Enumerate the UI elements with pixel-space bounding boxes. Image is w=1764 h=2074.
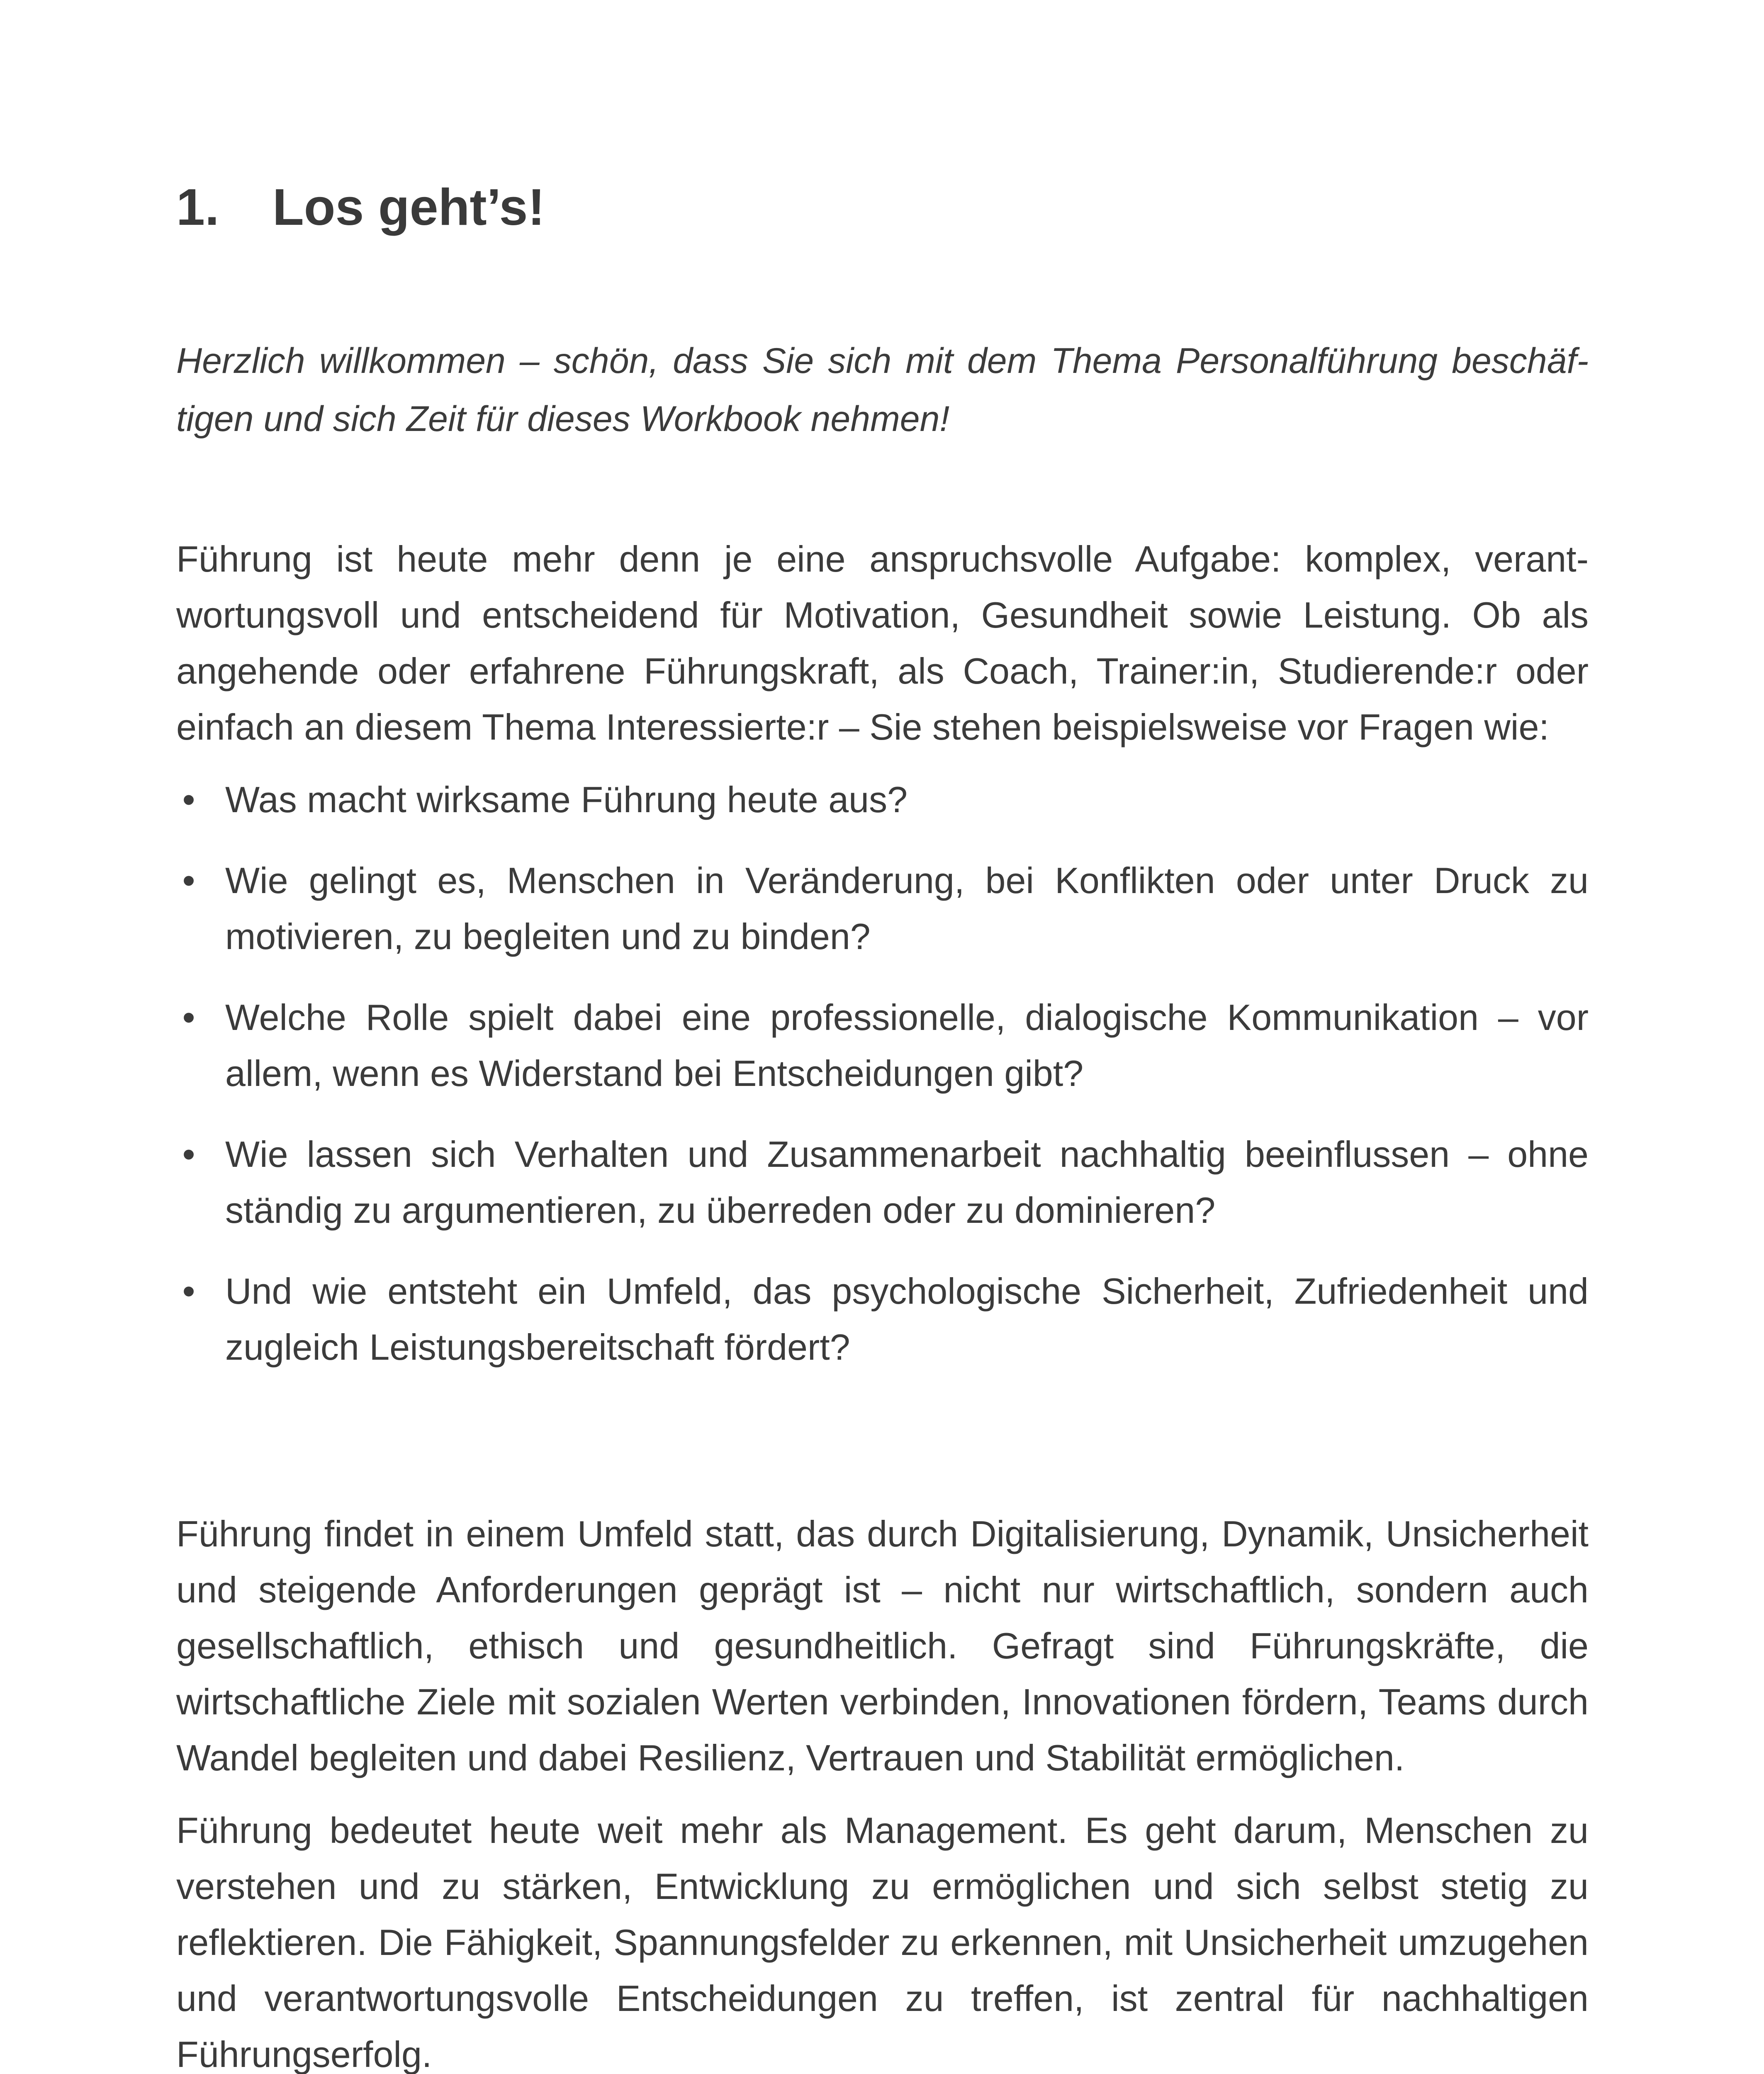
bullet-icon: • — [182, 1271, 195, 1312]
intro-text: Herzlich willkommen – schön, dass Sie sich mit dem Thema Personalführung beschäftigen und sich Zeit für dieses Workbook nehmen! — [176, 341, 1589, 439]
list-item-text: Welche Rolle spielt dabei eine professionelle, dialogische Kommunikation – vor allem, wenn es Widerstand bei Entscheidungen gibt? — [225, 997, 1589, 1094]
list-item — [176, 772, 1589, 828]
chapter-title: Los geht’s! — [273, 179, 545, 236]
bullet-icon: • — [182, 860, 195, 901]
list-item — [176, 1126, 1589, 1238]
bullet-icon: • — [182, 997, 195, 1038]
body-section-questions — [176, 531, 1589, 1400]
paragraph-intro-questions: Führung ist heute mehr denn je eine anspruchsvolle Aufgabe: komplex, verantwortungsvoll und entscheidend für Motivation, Gesundheit sowie Leistung. Ob als angehende oder erfahrene Führungskraft, als Coach, Trainer:in, Studierende:r oder einfach an diesem Thema Interessierte:r – Sie stehen beispielsweise vor Fragen wie: — [176, 538, 1589, 747]
list-item — [176, 1263, 1589, 1375]
list-item-text: Wie gelingt es, Menschen in Veränderung, bei Konflikten oder unter Druck zu motivieren, zu begleiten und zu binden? — [225, 860, 1589, 957]
paragraph-context: Führung findet in einem Umfeld statt, das durch Digitalisierung, Dynamik, Unsicherheit und steigende Anforderungen geprägt ist – nicht nur wirtschaftlich, sondern auch gesellschaftlich, ethisch und gesundheitlich. Gefragt sind Führungskräfte, die wirtschaftliche Ziele mit sozialen Werten verbinden, Innovationen fördern, Teams durch Wandel begleiten und dabei Resilienz, Vertrauen und Stabilität ermöglichen. — [176, 1513, 1589, 1778]
chapter-number: 1. — [176, 179, 219, 236]
bullet-icon: • — [182, 779, 195, 820]
list-item-text: Und wie entsteht ein Umfeld, das psychologische Sicherheit, Zufriedenheit und zugleich Leistungsbereitschaft fördert? — [225, 1271, 1589, 1368]
list-item — [176, 989, 1589, 1101]
chapter-heading — [176, 166, 1589, 249]
paragraph-leadership: Führung bedeutet heute weit mehr als Management. Es geht darum, Menschen zu verstehen und zu stärken, Entwicklung zu ermöglichen und sich selbst stetig zu reflektieren. Die Fähigkeit, Spannungsfelder zu erkennen, mit Unsicherheit umzugehen und verantwortungsvolle Entscheidungen zu treffen, ist zentral für nachhaltigen Führungserfolg. — [176, 1810, 1589, 2074]
body-section-context — [176, 1506, 1589, 2074]
document-page — [176, 0, 1589, 2074]
list-item-text: Was macht wirksame Führung heute aus? — [225, 779, 908, 820]
question-list — [176, 772, 1589, 1375]
bullet-icon: • — [182, 1134, 195, 1175]
list-item-text: Wie lassen sich Verhalten und Zusammenarbeit nachhaltig beeinflussen – ohne ständig zu argumentieren, zu überreden oder zu dominieren? — [225, 1134, 1589, 1231]
list-item — [176, 852, 1589, 964]
